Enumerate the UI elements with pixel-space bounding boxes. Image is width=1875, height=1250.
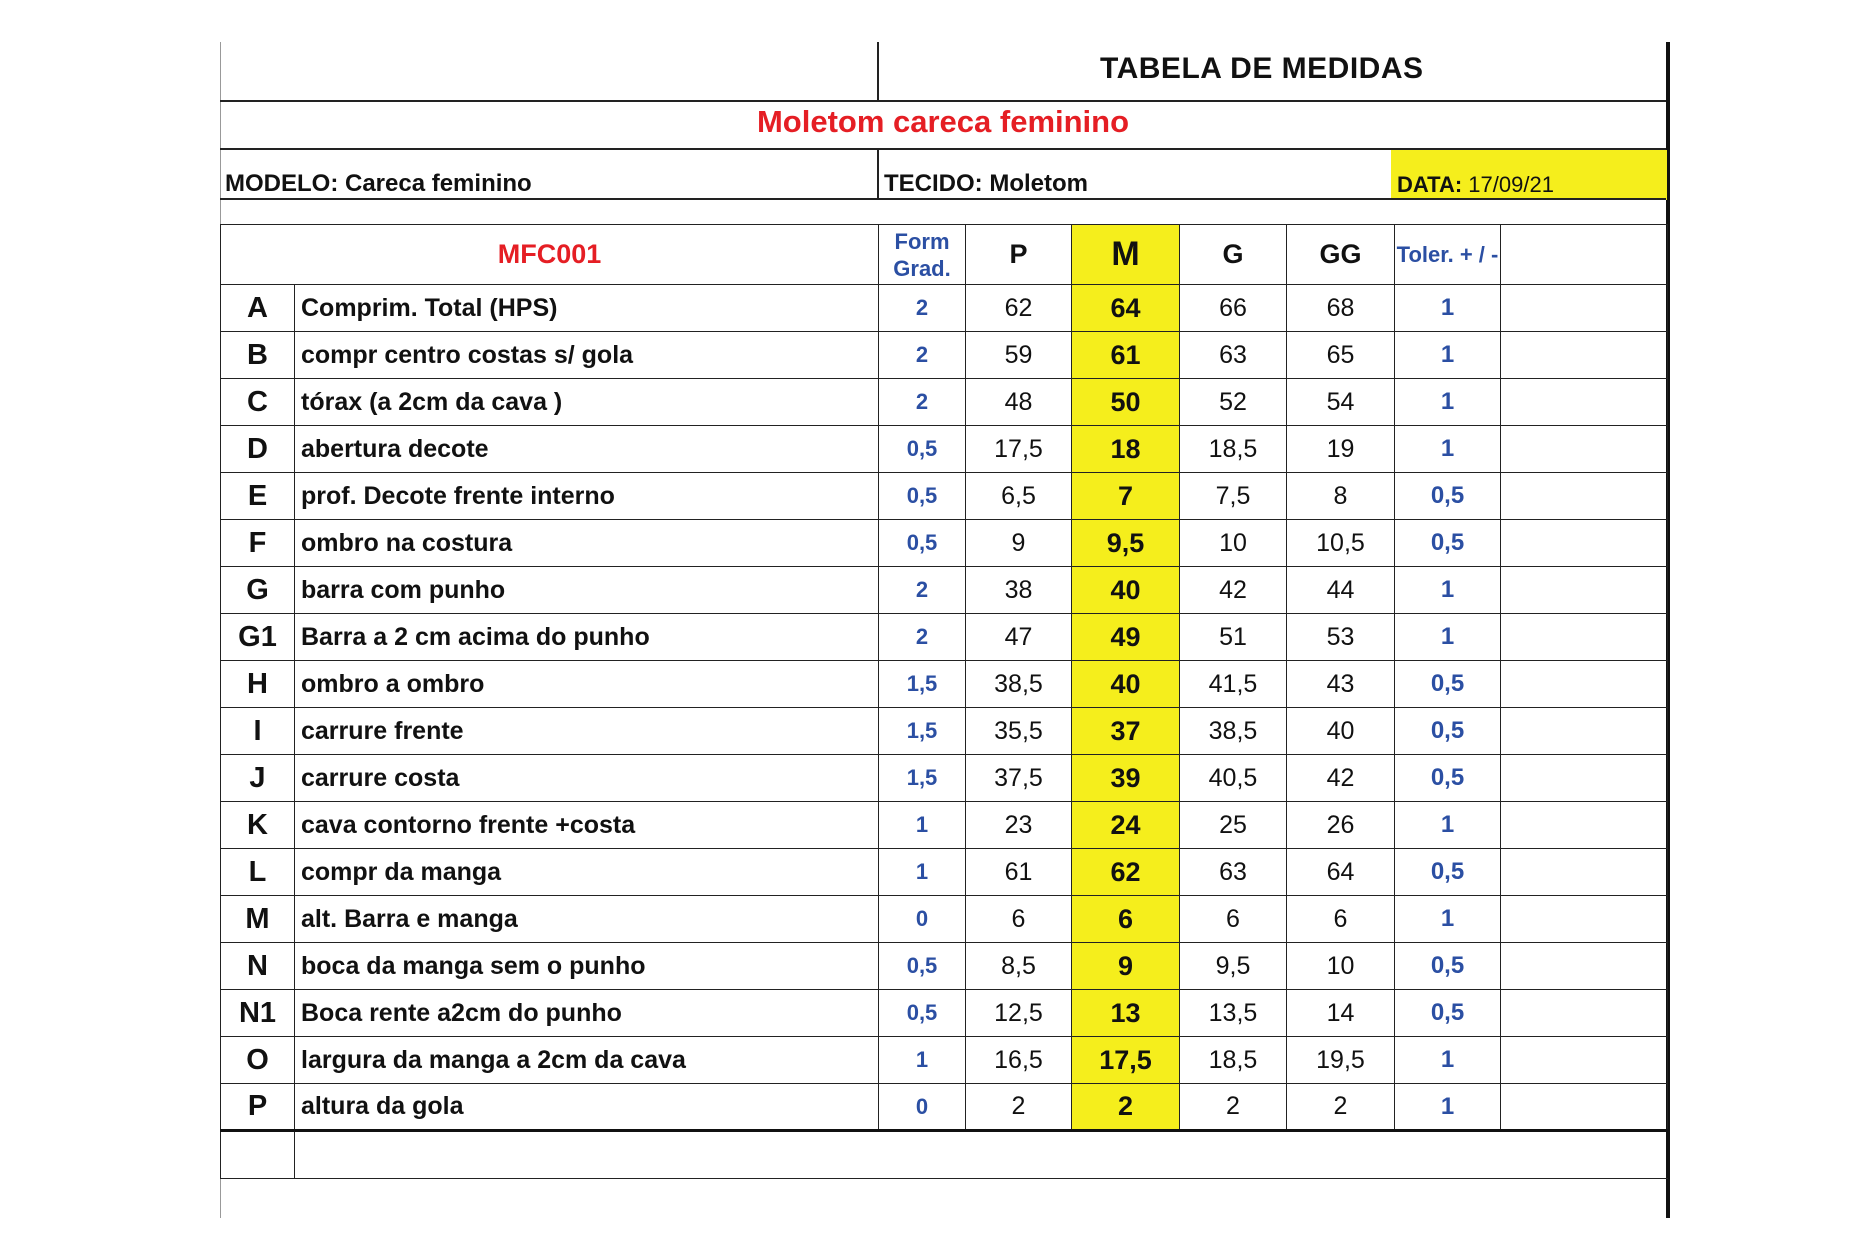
size-g-value: 40,5 <box>1180 755 1287 802</box>
size-m-value: 24 <box>1072 802 1180 849</box>
size-p-value: 2 <box>966 1084 1072 1131</box>
grade-value: 0 <box>879 1084 966 1131</box>
tolerance-value: 1 <box>1395 426 1501 473</box>
grad-header-label: Form Grad. <box>893 228 951 281</box>
table-row <box>221 661 1668 708</box>
size-p-value: 47 <box>966 614 1072 661</box>
size-g-value: 6 <box>1180 896 1287 943</box>
table-row <box>221 755 1668 802</box>
tolerance-value: 1 <box>1395 332 1501 379</box>
size-g-value: 10 <box>1180 520 1287 567</box>
tol-header-label: Toler. + / - <box>1396 242 1499 267</box>
size-g-value: 41,5 <box>1180 661 1287 708</box>
empty-cell <box>1501 1084 1668 1131</box>
row-description: compr da manga <box>295 849 879 896</box>
grade-value: 0,5 <box>879 473 966 520</box>
size-m-value: 9,5 <box>1072 520 1180 567</box>
grade-value: 2 <box>879 567 966 614</box>
size-gg-value: 8 <box>1287 473 1395 520</box>
empty-cell <box>1501 614 1668 661</box>
date-value: 17/09/21 <box>1468 172 1554 197</box>
size-m-value: 18 <box>1072 426 1180 473</box>
row-description: cava contorno frente +costa <box>295 802 879 849</box>
tolerance-value: 1 <box>1395 1037 1501 1084</box>
table-row <box>221 567 1668 614</box>
size-header-g <box>1180 225 1287 285</box>
table-row <box>221 708 1668 755</box>
empty-cell <box>1501 1037 1668 1084</box>
grade-value: 2 <box>879 379 966 426</box>
size-p-value: 62 <box>966 285 1072 332</box>
size-m-value: 13 <box>1072 990 1180 1037</box>
table-header-row <box>221 225 1668 285</box>
grade-value: 1 <box>879 1037 966 1084</box>
tolerance-value: 1 <box>1395 285 1501 332</box>
row-letter: H <box>221 661 295 708</box>
empty-cell <box>1501 990 1668 1037</box>
model-code: MFC001 <box>497 239 602 269</box>
size-p-value: 16,5 <box>966 1037 1072 1084</box>
size-p-value: 6 <box>966 896 1072 943</box>
table-row <box>221 332 1668 379</box>
size-gg-value: 53 <box>1287 614 1395 661</box>
table-row <box>221 473 1668 520</box>
empty-cell <box>1501 225 1668 285</box>
table-row <box>221 1037 1668 1084</box>
empty-cell <box>1501 426 1668 473</box>
size-g-value: 9,5 <box>1180 943 1287 990</box>
measurement-sheet <box>220 42 1669 1222</box>
size-gg-value: 68 <box>1287 285 1395 332</box>
row-description: carrure costa <box>295 755 879 802</box>
row-description: barra com punho <box>295 567 879 614</box>
empty-cell <box>1501 802 1668 849</box>
size-p-value: 6,5 <box>966 473 1072 520</box>
size-gg-value: 26 <box>1287 802 1395 849</box>
size-p-value: 9 <box>966 520 1072 567</box>
grade-value: 0,5 <box>879 426 966 473</box>
size-g-value: 2 <box>1180 1084 1287 1131</box>
empty-cell <box>1501 567 1668 614</box>
size-p-value: 35,5 <box>966 708 1072 755</box>
empty-cell <box>1501 379 1668 426</box>
size-gg-value: 40 <box>1287 708 1395 755</box>
row-description: alt. Barra e manga <box>295 896 879 943</box>
size-p-value: 23 <box>966 802 1072 849</box>
title-divider <box>877 42 879 102</box>
row-description: altura da gola <box>295 1084 879 1131</box>
table-row <box>221 285 1668 332</box>
size-g-value: 38,5 <box>1180 708 1287 755</box>
row-letter: B <box>221 332 295 379</box>
empty-cell <box>1501 755 1668 802</box>
size-gg-value: 14 <box>1287 990 1395 1037</box>
empty-cell <box>295 1131 1668 1179</box>
row-description: Boca rente a2cm do punho <box>295 990 879 1037</box>
size-g-value: 51 <box>1180 614 1287 661</box>
size-m-value: 6 <box>1072 896 1180 943</box>
empty-cell <box>1501 285 1668 332</box>
table-row <box>221 426 1668 473</box>
tolerance-value: 0,5 <box>1395 661 1501 708</box>
size-p-value: 59 <box>966 332 1072 379</box>
size-g-value: 52 <box>1180 379 1287 426</box>
size-p-value: 8,5 <box>966 943 1072 990</box>
size-g-value: 18,5 <box>1180 1037 1287 1084</box>
tolerance-value: 0,5 <box>1395 990 1501 1037</box>
empty-cell <box>1501 473 1668 520</box>
empty-cell <box>1501 520 1668 567</box>
grade-value: 1,5 <box>879 755 966 802</box>
row-letter: A <box>221 285 295 332</box>
size-m-value: 37 <box>1072 708 1180 755</box>
size-gg-value: 54 <box>1287 379 1395 426</box>
size-g-value: 42 <box>1180 567 1287 614</box>
row-description: Barra a 2 cm acima do punho <box>295 614 879 661</box>
size-gg-value: 64 <box>1287 849 1395 896</box>
tol-header <box>1395 225 1501 285</box>
row-letter: D <box>221 426 295 473</box>
size-p-value: 38,5 <box>966 661 1072 708</box>
size-m-value: 61 <box>1072 332 1180 379</box>
size-m-value: 64 <box>1072 285 1180 332</box>
size-header-gg <box>1287 225 1395 285</box>
tolerance-value: 1 <box>1395 614 1501 661</box>
tolerance-value: 0,5 <box>1395 755 1501 802</box>
size-g-value: 13,5 <box>1180 990 1287 1037</box>
row-description: compr centro costas s/ gola <box>295 332 879 379</box>
row-description: ombro a ombro <box>295 661 879 708</box>
size-m-value: 50 <box>1072 379 1180 426</box>
row-description: prof. Decote frente interno <box>295 473 879 520</box>
row-letter: G <box>221 567 295 614</box>
tolerance-value: 0,5 <box>1395 708 1501 755</box>
tolerance-value: 0,5 <box>1395 943 1501 990</box>
row-description: abertura decote <box>295 426 879 473</box>
size-label: GG <box>1319 239 1362 269</box>
size-gg-value: 42 <box>1287 755 1395 802</box>
grade-value: 2 <box>879 332 966 379</box>
date-label: DATA: <box>1397 172 1463 197</box>
row-description: Comprim. Total (HPS) <box>295 285 879 332</box>
size-label: G <box>1222 239 1244 269</box>
row-description: tórax (a 2cm da cava ) <box>295 379 879 426</box>
row-description: ombro na costura <box>295 520 879 567</box>
size-m-value: 49 <box>1072 614 1180 661</box>
tolerance-value: 1 <box>1395 1084 1501 1131</box>
row-letter: E <box>221 473 295 520</box>
grade-value: 2 <box>879 614 966 661</box>
table-row <box>221 379 1668 426</box>
size-m-value: 62 <box>1072 849 1180 896</box>
size-gg-value: 6 <box>1287 896 1395 943</box>
table-row <box>221 990 1668 1037</box>
row-letter: F <box>221 520 295 567</box>
grade-value: 1 <box>879 802 966 849</box>
tolerance-value: 0,5 <box>1395 520 1501 567</box>
size-m-value: 7 <box>1072 473 1180 520</box>
empty-cell <box>1501 661 1668 708</box>
size-gg-value: 44 <box>1287 567 1395 614</box>
empty-cell <box>1501 849 1668 896</box>
divider <box>220 198 1666 200</box>
row-letter: N1 <box>221 990 295 1037</box>
size-p-value: 61 <box>966 849 1072 896</box>
row-description: carrure frente <box>295 708 879 755</box>
tolerance-value: 1 <box>1395 896 1501 943</box>
row-letter: K <box>221 802 295 849</box>
tolerance-value: 1 <box>1395 802 1501 849</box>
row-description: largura da manga a 2cm da cava <box>295 1037 879 1084</box>
grade-value: 1,5 <box>879 708 966 755</box>
model-field: MODELO: Careca feminino <box>225 170 532 197</box>
empty-cell <box>1501 332 1668 379</box>
size-gg-value: 10 <box>1287 943 1395 990</box>
table-row <box>221 943 1668 990</box>
size-gg-value: 10,5 <box>1287 520 1395 567</box>
size-gg-value: 2 <box>1287 1084 1395 1131</box>
row-letter: M <box>221 896 295 943</box>
size-gg-value: 19 <box>1287 426 1395 473</box>
size-g-value: 63 <box>1180 332 1287 379</box>
fabric-field: TECIDO: Moletom <box>884 170 1088 197</box>
size-p-value: 48 <box>966 379 1072 426</box>
size-label: M <box>1111 235 1140 273</box>
row-letter: I <box>221 708 295 755</box>
row-letter: N <box>221 943 295 990</box>
size-m-value: 2 <box>1072 1084 1180 1131</box>
size-gg-value: 65 <box>1287 332 1395 379</box>
grade-value: 1 <box>879 849 966 896</box>
row-letter: G1 <box>221 614 295 661</box>
size-m-value: 17,5 <box>1072 1037 1180 1084</box>
empty-cell <box>221 1131 295 1179</box>
table-row <box>221 614 1668 661</box>
empty-cell <box>1501 708 1668 755</box>
size-p-value: 38 <box>966 567 1072 614</box>
grade-value: 0,5 <box>879 943 966 990</box>
size-header-p <box>966 225 1072 285</box>
table-row <box>221 520 1668 567</box>
size-gg-value: 19,5 <box>1287 1037 1395 1084</box>
size-p-value: 17,5 <box>966 426 1072 473</box>
size-m-value: 40 <box>1072 661 1180 708</box>
size-p-value: 37,5 <box>966 755 1072 802</box>
size-gg-value: 43 <box>1287 661 1395 708</box>
table-row <box>221 849 1668 896</box>
grade-value: 0,5 <box>879 520 966 567</box>
row-letter: J <box>221 755 295 802</box>
table-row <box>221 802 1668 849</box>
tolerance-value: 0,5 <box>1395 473 1501 520</box>
divider <box>220 100 1666 102</box>
code-cell <box>221 225 879 285</box>
row-letter: P <box>221 1084 295 1131</box>
grade-value: 1,5 <box>879 661 966 708</box>
grad-header <box>879 225 966 285</box>
meta-divider <box>877 150 879 200</box>
row-letter: L <box>221 849 295 896</box>
size-m-value: 9 <box>1072 943 1180 990</box>
size-g-value: 63 <box>1180 849 1287 896</box>
size-g-value: 7,5 <box>1180 473 1287 520</box>
row-description: boca da manga sem o punho <box>295 943 879 990</box>
size-m-value: 40 <box>1072 567 1180 614</box>
grade-value: 0,5 <box>879 990 966 1037</box>
size-header-m <box>1072 225 1180 285</box>
grade-value: 2 <box>879 285 966 332</box>
empty-cell <box>1501 896 1668 943</box>
tolerance-value: 1 <box>1395 567 1501 614</box>
grade-value: 0 <box>879 896 966 943</box>
size-g-value: 18,5 <box>1180 426 1287 473</box>
tolerance-value: 1 <box>1395 379 1501 426</box>
row-letter: C <box>221 379 295 426</box>
footer-row <box>221 1131 1668 1179</box>
measurement-table <box>220 224 1668 1179</box>
row-letter: O <box>221 1037 295 1084</box>
sheet-title: TABELA DE MEDIDAS <box>1100 52 1424 85</box>
size-g-value: 25 <box>1180 802 1287 849</box>
product-name: Moletom careca feminino <box>756 104 1130 139</box>
size-g-value: 66 <box>1180 285 1287 332</box>
tolerance-value: 0,5 <box>1395 849 1501 896</box>
size-p-value: 12,5 <box>966 990 1072 1037</box>
table-row <box>221 896 1668 943</box>
size-label: P <box>1009 239 1028 269</box>
date-field <box>1391 150 1667 200</box>
table-row <box>221 1084 1668 1131</box>
size-m-value: 39 <box>1072 755 1180 802</box>
meta-row <box>220 150 1666 202</box>
empty-cell <box>1501 943 1668 990</box>
